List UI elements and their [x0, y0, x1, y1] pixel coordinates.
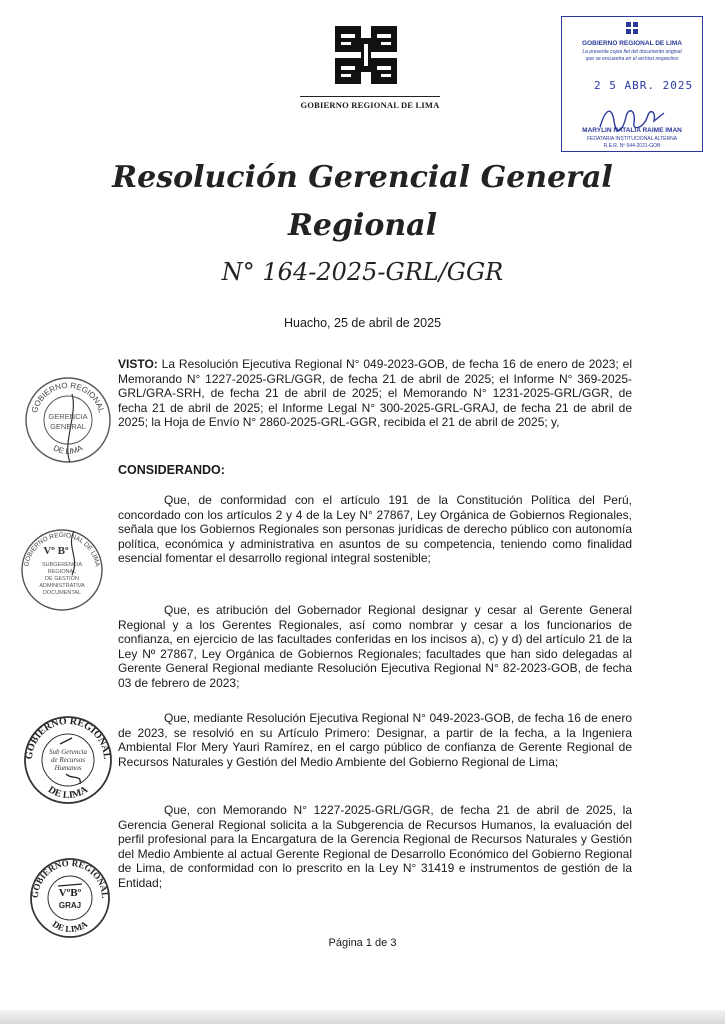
stamp-emblem-icon — [625, 21, 639, 35]
paragraph-text: Que, de conformidad con el artículo 191 de la Constitución Política del Perú, concordado con los artículos 2 y 4 de la Ley N° 27867, Ley Orgánica de Gobiernos Regionales, señala que los Gobiernos Regionales son personas jurídicas de derecho público con autonomía política, económica y administrativa en asuntos de su competencia, teniendo como finalidad esencial fomentar el desarrollo regional integral sostenible; — [118, 493, 632, 565]
seal4-ring-bottom: DE LIMA — [50, 918, 90, 935]
considerando-paragraph-1 — [118, 493, 632, 566]
svg-text:GOBIERNO REGIONAL — [30, 381, 106, 414]
seal3-inner-2: de Recursos — [50, 756, 86, 764]
svg-text:DE LIMA — [51, 919, 90, 935]
considerando-heading: CONSIDERANDO: — [118, 463, 225, 477]
seal1-ring-bottom: DE LIMA — [51, 443, 85, 457]
paragraph-text: Que, con Memorando N° 1227-2025-GRL/GGR, de fecha 21 de abril de 2025, la Gerencia General Regional solicita a la Subgerencia de Recursos Humanos, la evaluación del perfil profesional para la Encargatura de la Gerencia Regional de Recursos Naturales y Gestión del Medio Ambiente al actual Gerente Regional de Desarrollo Económico del Gobierno Regional de Lima, de conformidad con lo prescrito en la Ley N° 31419 e instrumentos de gestión de la Entidad; — [118, 803, 632, 890]
regional-government-emblem-icon — [333, 22, 399, 88]
visto-text: La Resolución Ejecutiva Regional N° 049-2023-GOB, de fecha 16 de enero de 2023; el Memorando N° 1227-2025-GRL/GGR, de fecha 21 de abril de 2025; el Informe N° 369-2025-GRL/GRA-SRH, de fecha 21 de abril de 2025; el Memorando N° 1231-2025-GRL/GGR, de fecha 21 de abril de 2025; el Informe Legal N° 300-2025-GRL-GRAJ, de fecha 21 de abril de 2025; la Hoja de Envío N° 2860-2025-GRL-GGR, recibida el 21 de abril de 2025; y, — [118, 357, 632, 429]
resolution-title-line-2: Regional — [287, 208, 438, 243]
stamp-registration: R.E.R. Nº 544-2021-GOB — [603, 143, 661, 149]
seal1-inner-1: GERENCIA — [48, 412, 88, 421]
seal2-inner-2: REGIONAL — [47, 569, 77, 575]
stamp-title: GOBIERNO REGIONAL DE LIMA — [582, 40, 682, 47]
gestion-documental-seal — [16, 527, 108, 613]
considerando-paragraph-3 — [118, 711, 632, 769]
graj-seal — [28, 856, 112, 940]
visto-label: VISTO: — [118, 357, 158, 371]
seal4-ring-top: GOBIERNO REGIONAL — [29, 857, 111, 899]
stamp-date: 2 5 ABR. 2025 — [594, 79, 694, 92]
paragraph-text: Que, es atribución del Gobernador Regional designar y cesar al Gerente General Regional y a los Gerentes Regionales, así como nombrar y cesar a los funcionarios de confianza, en ejercicio de las facultades conferidas en los incisos a), c) y d) del artículo 21 de la Ley Nº 27867, Ley Orgánica de Gobiernos Regionales; facultades que han sido delegadas al Gerente General Regional mediante Resolución Ejecutiva Regional N° 82-2023-GOB, de fecha 03 de febrero de 2023; — [118, 603, 632, 690]
seal3-ring-bottom: DE LIMA — [46, 784, 90, 802]
gerencia-general-seal — [22, 374, 114, 466]
considerando-paragraph-4 — [118, 803, 632, 890]
seal2-vb: Vº Bº — [43, 545, 69, 557]
certified-copy-stamp — [561, 16, 703, 152]
considerando-paragraph-2 — [118, 603, 632, 690]
page-bottom-edge — [0, 1010, 725, 1024]
seal2-inner-3: DE GESTIÓN — [45, 576, 79, 582]
recursos-humanos-seal — [20, 714, 116, 806]
seal2-ring-top: GOBIERNO REGIONAL DE LIMA — [23, 531, 101, 568]
organization-name: GOBIERNO REGIONAL DE LIMA — [300, 96, 440, 110]
seal1-inner-2: GENERAL — [50, 422, 86, 431]
stamp-line-2: que se encuentra en el archivo respectivo — [585, 56, 679, 62]
seal3-inner-1: Sub Gerencia — [48, 748, 88, 756]
seal4-vb: VºBº — [58, 887, 82, 899]
resolution-title-line-1: Resolución Gerencial General — [112, 160, 613, 195]
seal1-ring-top: GOBIERNO REGIONAL — [29, 380, 107, 414]
stamp-name: MARYLIN NATALIA RAIME IMAN — [582, 127, 682, 134]
seal3-inner-3: Humanos — [54, 764, 82, 772]
page-number: Página 1 de 3 — [328, 937, 397, 949]
place-date: Huacho, 25 de abril de 2025 — [283, 316, 442, 330]
stamp-role: FEDATARIA INSTITUCIONAL ALTERNA — [586, 136, 678, 142]
stamp-line-1: La presente copia fiel del documento original — [582, 49, 682, 55]
seal3-ring-top: GOBIERNO REGIONAL — [23, 715, 113, 760]
paragraph-text: Que, mediante Resolución Ejecutiva Regional N° 049-2023-GOB, de fecha 16 de enero de 2023, se resolvió en su Artículo Primero: Designar, a partir de la fecha, a la Ingeniera Ambiental Flor Mery Yauri Ramírez, en el cargo público de confianza de Gerente Regional de Recursos Naturales y Gestión del Medio Ambiente del Gobierno Regional de Lima; — [118, 711, 632, 769]
seal2-inner-4: ADMINISTRATIVA — [39, 583, 85, 589]
visto-paragraph — [118, 357, 632, 430]
resolution-number: N° 164-2025-GRL/GGR — [221, 258, 504, 286]
seal4-inner-1: GRAJ — [58, 901, 82, 910]
seal2-inner-1: SUBGERENCIA — [41, 562, 83, 568]
seal2-inner-5: DOCUMENTAL — [42, 590, 82, 596]
